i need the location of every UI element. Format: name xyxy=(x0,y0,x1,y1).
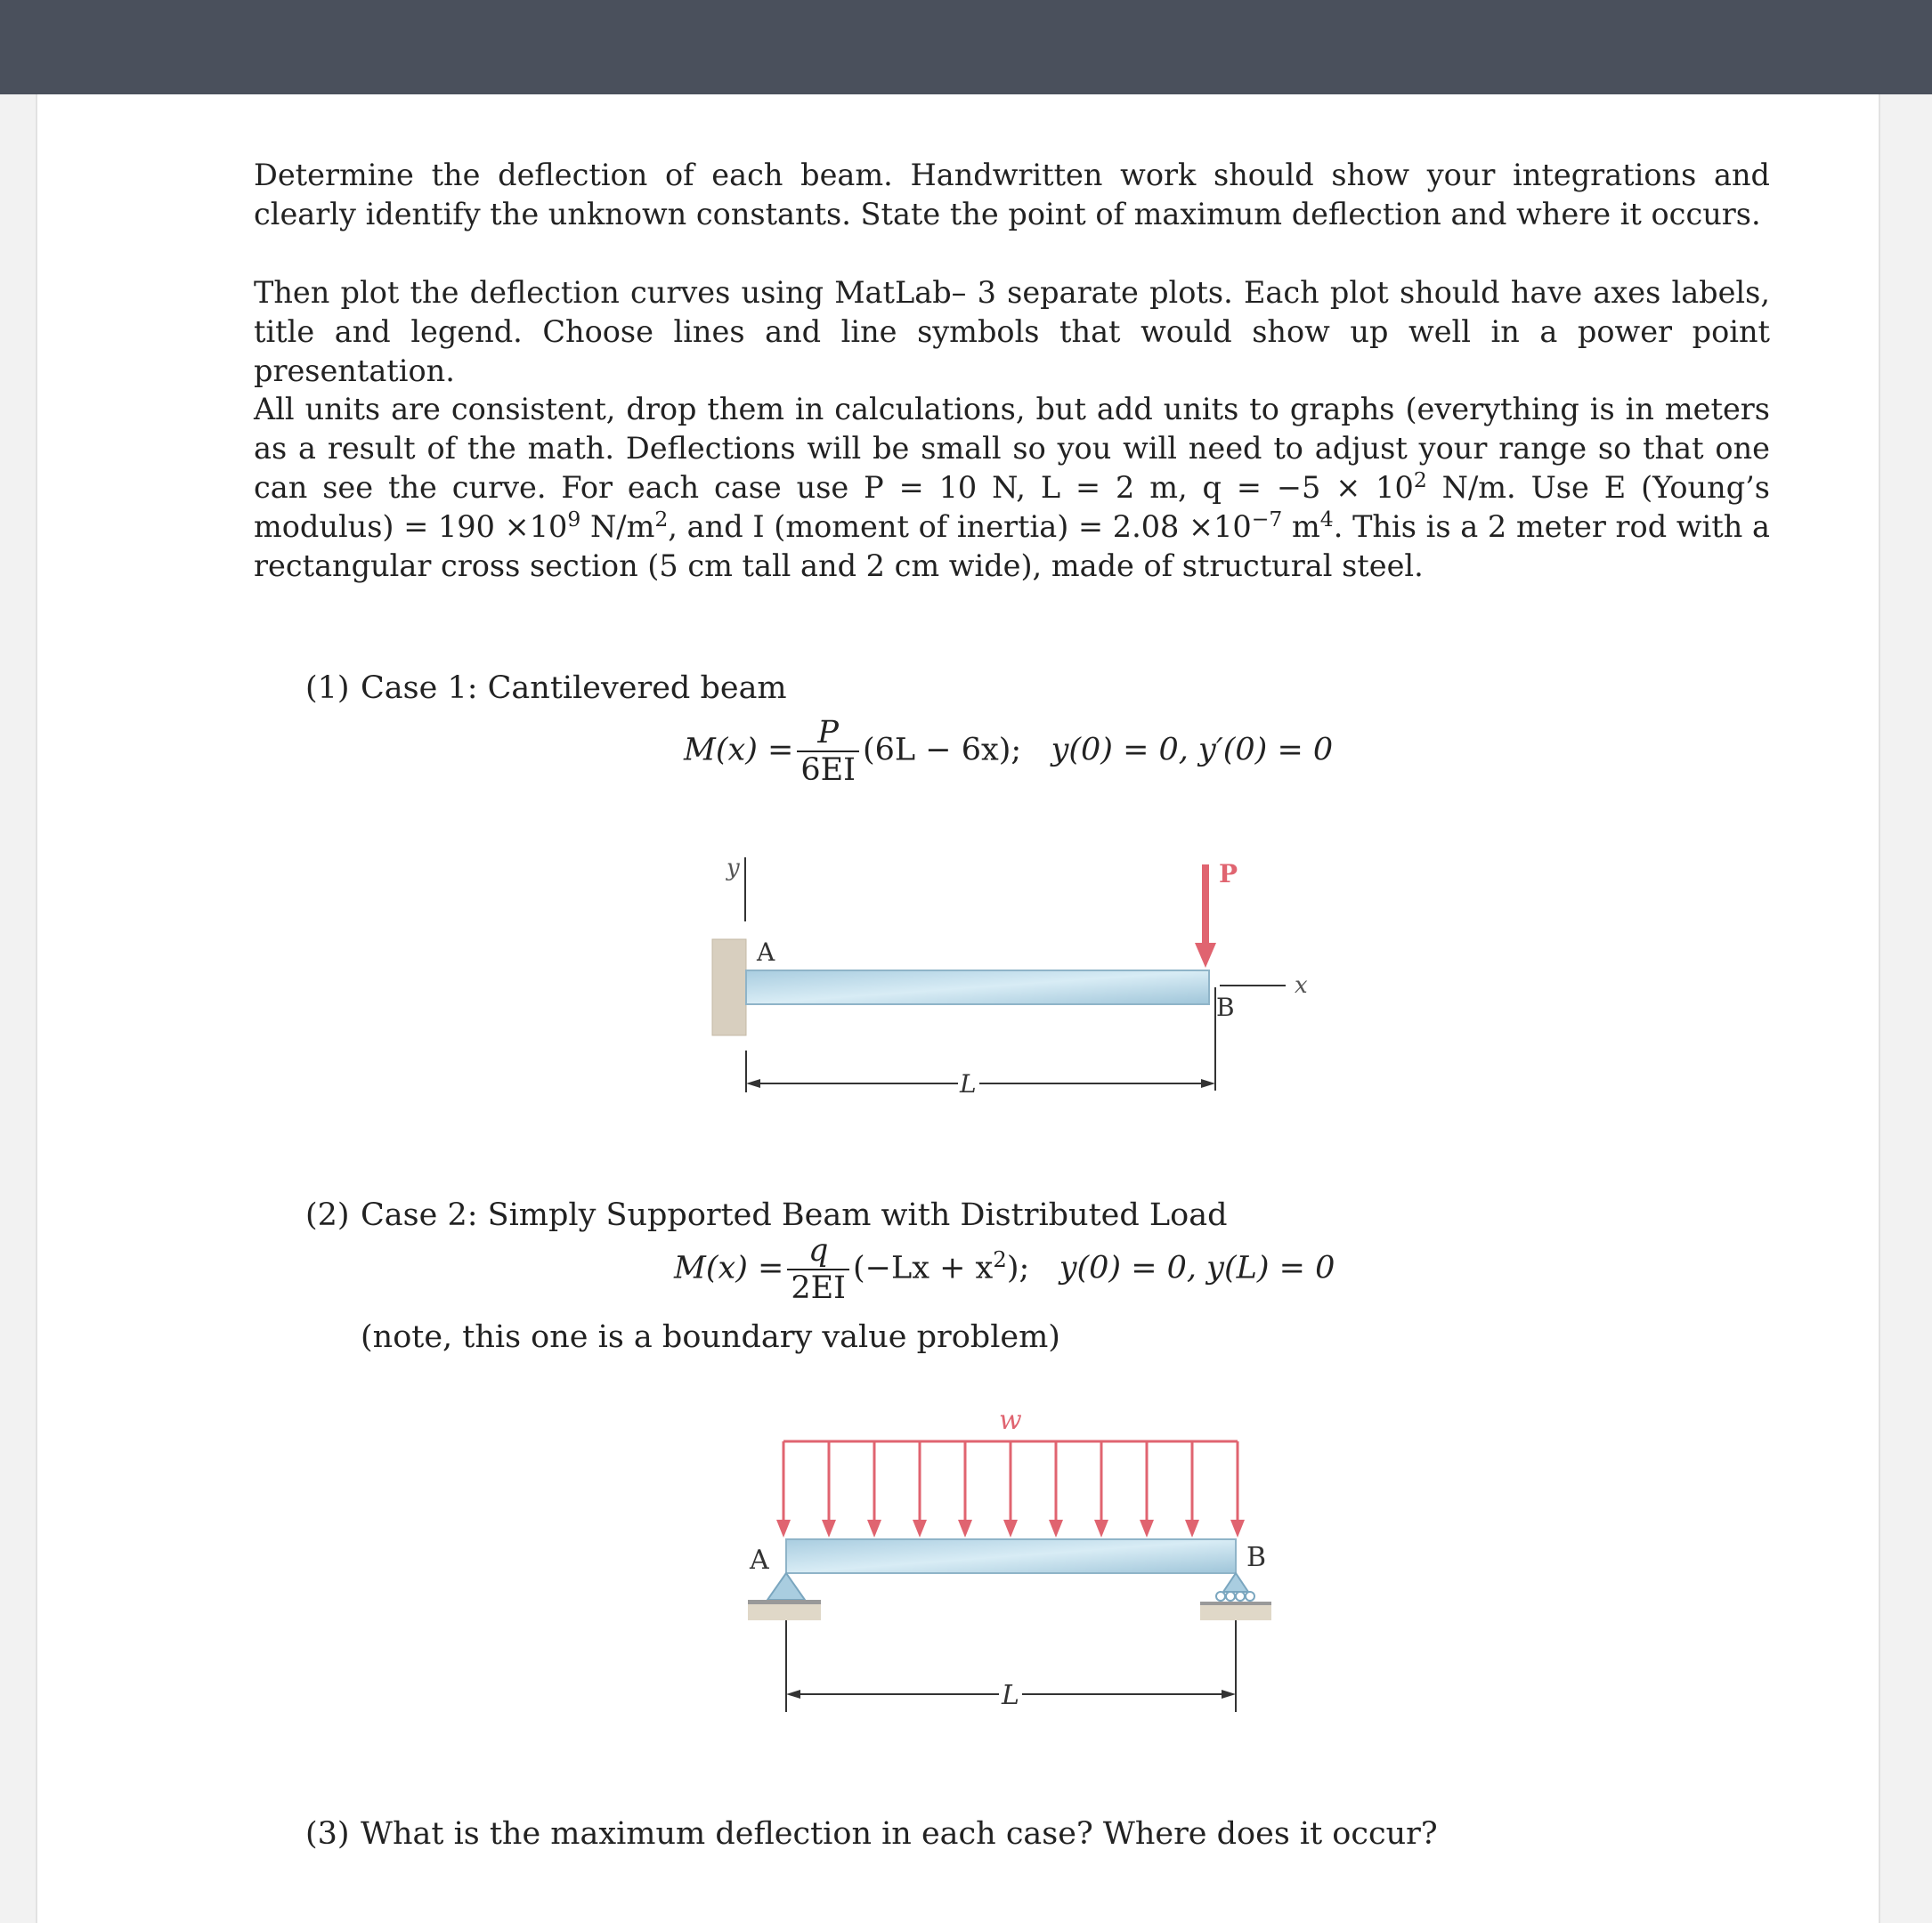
label-B: B xyxy=(1246,1542,1267,1573)
dimension-arrow-right xyxy=(1222,1690,1236,1699)
x-axis-label: x xyxy=(1295,972,1308,999)
intro-paragraph-1: Determine the deflection of each beam. Handwritten work should show your integrations and clearly identify the unknown constants. State the point of maximum deflection and where it occurs. xyxy=(254,158,1770,231)
label-B: B xyxy=(1216,993,1235,1022)
pin-ground xyxy=(748,1604,821,1620)
load-arrowhead xyxy=(1140,1520,1154,1538)
load-arrowhead xyxy=(1049,1520,1063,1538)
load-arrowhead xyxy=(822,1520,836,1538)
label-A: A xyxy=(757,937,775,967)
roller-support xyxy=(1223,1573,1248,1592)
case1-equation: M(x) = $\frac{P}{6EI}$ (6L − 6x); y(0) = 0, y′(0) = 0 xyxy=(684,715,1334,788)
load-arrowhead xyxy=(1185,1520,1199,1538)
roller-ground-line xyxy=(1200,1602,1271,1605)
case1-heading: (1) Case 1: Cantilevered beam xyxy=(305,670,787,706)
point-load-arrowhead xyxy=(1195,943,1216,968)
intro-paragraph-2: Then plot the deflection curves using MatLab– 3 separate plots. Each plot should have axes labels, title and legend. Choose lines and line symbols that would show up well in a power point presentation. xyxy=(254,275,1770,388)
label-P: P xyxy=(1219,859,1238,888)
pin-ground-line xyxy=(748,1600,821,1604)
dimension-arrow-left xyxy=(746,1079,760,1088)
cantilever-beam xyxy=(746,970,1209,1004)
case2-equation: M(x) = $\frac{q}{2EI}$ $(-Lx + x^2)$; y(0) = 0, y(L) = 0 xyxy=(674,1233,1335,1306)
load-arrowhead xyxy=(1003,1520,1018,1538)
load-arrowhead xyxy=(958,1520,972,1538)
load-arrowhead xyxy=(1094,1520,1108,1538)
case1-cantilever-figure xyxy=(694,850,1327,1108)
label-L: L xyxy=(960,1069,977,1099)
case2-simply-supported-figure xyxy=(739,1402,1291,1723)
load-arrowhead xyxy=(1230,1520,1245,1538)
load-arrowhead xyxy=(913,1520,927,1538)
roller-wheels xyxy=(1216,1592,1254,1601)
distributed-load-arrows xyxy=(776,1441,1245,1538)
case3-heading: (3) What is the maximum deflection in each case? Where does it occur? xyxy=(305,1816,1438,1852)
case2-note: (note, this one is a boundary value problem) xyxy=(361,1319,1060,1355)
roller-ground xyxy=(1200,1605,1271,1620)
pin-support xyxy=(767,1573,805,1600)
dimension-arrow-left xyxy=(786,1690,800,1699)
load-arrowhead xyxy=(867,1520,881,1538)
label-w: w xyxy=(999,1405,1022,1436)
label-L: L xyxy=(1002,1680,1019,1711)
label-A: A xyxy=(750,1545,769,1576)
top-bar xyxy=(0,0,1932,94)
case2-heading: (2) Case 2: Simply Supported Beam with Distributed Load xyxy=(305,1197,1228,1233)
y-axis-label: y xyxy=(727,855,740,881)
dimension-arrow-right xyxy=(1201,1079,1215,1088)
fixed-wall xyxy=(712,939,746,1035)
intro-paragraph-3: All units are consistent, drop them in calculations, but add units to graphs (everything is in meters as a result of the math. Deflections will be small so you will need to adjust your range so that one can see the curve. For each case use P = 10 N, L = 2 m, $q = -5 \times 10^2$ N/m. Use E (Young’s modulus) = $190 \times 10^9$ $N/m^2$, and I (moment of inertia) = $2.08 \times 10^{-7}$ $m^4$. This is a 2 meter rod with a rectangular cross section (5 cm tall and 2 cm wide), made of structural steel. xyxy=(254,392,1770,583)
load-arrowhead xyxy=(776,1520,791,1538)
simply-supported-beam xyxy=(786,1539,1236,1573)
